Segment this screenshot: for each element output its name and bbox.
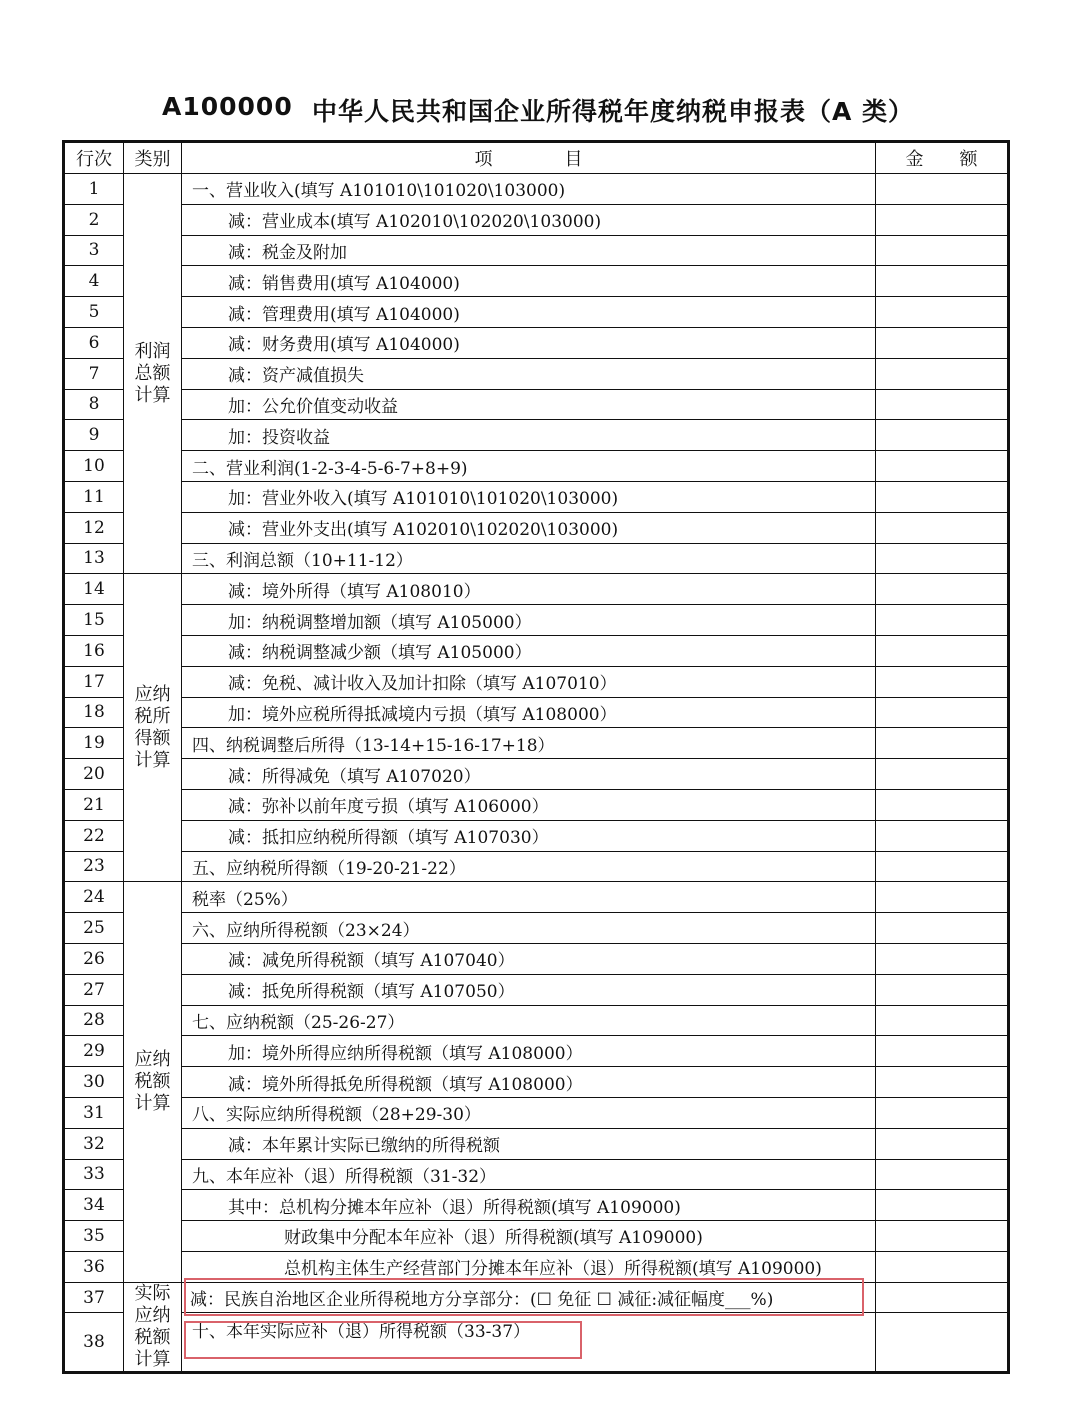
table-row	[64, 358, 1009, 389]
row-no: 14	[64, 574, 124, 605]
row-no: 2	[64, 204, 124, 235]
row-no: 9	[64, 420, 124, 451]
row-item: 九、本年应补（退）所得税额（31-32）	[182, 1159, 876, 1190]
amount-cell[interactable]	[876, 297, 1009, 328]
table-header	[64, 142, 1009, 174]
row-item: 减：管理费用(填写 A104000)	[182, 297, 876, 328]
row-item: 八、实际应纳所得税额（28+29-30）	[182, 1097, 876, 1128]
row-item: 总机构主体生产经营部门分摊本年应补（退）所得税额(填写 A109000)	[182, 1251, 876, 1282]
row-item: 减：纳税调整减少额（填写 A105000）	[182, 635, 876, 666]
row-item: 二、营业利润(1-2-3-4-5-6-7+8+9)	[182, 451, 876, 482]
table-row	[64, 174, 1009, 205]
table-row	[64, 1005, 1009, 1036]
amount-cell[interactable]	[876, 512, 1009, 543]
amount-cell[interactable]	[876, 266, 1009, 297]
row-no: 20	[64, 759, 124, 790]
row-item: 加：境外所得应纳所得税额（填写 A108000）	[182, 1036, 876, 1067]
row-no: 16	[64, 635, 124, 666]
amount-cell[interactable]	[876, 327, 1009, 358]
amount-cell[interactable]	[876, 943, 1009, 974]
category-label: 实际应纳税额计算	[134, 1283, 171, 1371]
amount-cell[interactable]	[876, 1097, 1009, 1128]
category-cell	[124, 574, 182, 882]
header-row-no: 行次	[64, 142, 124, 174]
row-no: 12	[64, 512, 124, 543]
row-item: 五、应纳税所得额（19-20-21-22）	[182, 851, 876, 882]
table-row	[64, 574, 1009, 605]
row-no: 21	[64, 789, 124, 820]
table-row	[64, 605, 1009, 636]
table-row	[64, 1190, 1009, 1221]
row-no: 24	[64, 882, 124, 913]
row-no: 37	[64, 1282, 124, 1313]
form-name: 中华人民共和国企业所得税年度纳税申报表（A 类）	[312, 97, 915, 126]
row-no: 35	[64, 1221, 124, 1252]
amount-cell[interactable]	[876, 574, 1009, 605]
row-item: 六、应纳所得税额（23×24）	[182, 913, 876, 944]
amount-cell[interactable]	[876, 204, 1009, 235]
table-row	[64, 789, 1009, 820]
form-code: A100000	[162, 92, 293, 121]
amount-cell[interactable]	[876, 913, 1009, 944]
row-item: 减：本年累计实际已缴纳的所得税额	[182, 1128, 876, 1159]
row-no: 25	[64, 913, 124, 944]
row-item-highlighted: 十、本年实际应补（退）所得税额（33-37）	[182, 1313, 876, 1373]
row-item: 财政集中分配本年应补（退）所得税额(填写 A109000)	[182, 1221, 876, 1252]
row-item: 减：境外所得抵免所得税额（填写 A108000）	[182, 1067, 876, 1098]
row-no: 34	[64, 1190, 124, 1221]
table-row	[64, 204, 1009, 235]
category-label: 利润总额计算	[134, 340, 171, 406]
row-item: 减：财务费用(填写 A104000)	[182, 327, 876, 358]
amount-cell[interactable]	[876, 1005, 1009, 1036]
table-row	[64, 543, 1009, 574]
amount-cell[interactable]	[876, 1190, 1009, 1221]
tax-return-table	[62, 140, 1010, 1374]
row-no: 22	[64, 820, 124, 851]
amount-cell[interactable]	[876, 1067, 1009, 1098]
amount-cell[interactable]	[876, 697, 1009, 728]
amount-cell[interactable]	[876, 974, 1009, 1005]
highlight-box-row-38	[184, 1321, 582, 1359]
table-row	[64, 728, 1009, 759]
row-item: 减：抵扣应纳税所得额（填写 A107030）	[182, 820, 876, 851]
amount-cell[interactable]	[876, 635, 1009, 666]
row-item: 减：销售费用(填写 A104000)	[182, 266, 876, 297]
row-no: 6	[64, 327, 124, 358]
row-no: 26	[64, 943, 124, 974]
table-row	[64, 235, 1009, 266]
header-amount: 金 额	[876, 142, 1009, 174]
row-item: 加：投资收益	[182, 420, 876, 451]
row-item: 减：所得减免（填写 A107020）	[182, 759, 876, 790]
table-row	[64, 851, 1009, 882]
row-no: 33	[64, 1159, 124, 1190]
form-title	[0, 92, 1080, 132]
row-no: 29	[64, 1036, 124, 1067]
category-cell	[124, 174, 182, 574]
table-row	[64, 635, 1009, 666]
table-row	[64, 697, 1009, 728]
table-row	[64, 1036, 1009, 1067]
amount-cell[interactable]	[876, 1221, 1009, 1252]
row-item: 其中：总机构分摊本年应补（退）所得税额(填写 A109000)	[182, 1190, 876, 1221]
row-item: 减：资产减值损失	[182, 358, 876, 389]
category-cell	[124, 1282, 182, 1373]
row-item: 减：抵免所得税额（填写 A107050）	[182, 974, 876, 1005]
row-no: 10	[64, 451, 124, 482]
row-no: 36	[64, 1251, 124, 1282]
category-cell	[124, 882, 182, 1282]
row-no: 19	[64, 728, 124, 759]
row-no: 4	[64, 266, 124, 297]
amount-cell[interactable]	[876, 759, 1009, 790]
amount-cell[interactable]	[876, 605, 1009, 636]
table-row	[64, 297, 1009, 328]
row-item: 加：境外应税所得抵减境内亏损（填写 A108000）	[182, 697, 876, 728]
row-item: 减：免税、减计收入及加计扣除（填写 A107010）	[182, 666, 876, 697]
amount-cell[interactable]	[876, 174, 1009, 205]
row-no: 17	[64, 666, 124, 697]
header-category: 类别	[124, 142, 182, 174]
row-no: 3	[64, 235, 124, 266]
row-no: 31	[64, 1097, 124, 1128]
row-item: 减：减免所得税额（填写 A107040）	[182, 943, 876, 974]
table-row	[64, 389, 1009, 420]
row-no: 28	[64, 1005, 124, 1036]
row-no: 30	[64, 1067, 124, 1098]
amount-cell[interactable]	[876, 851, 1009, 882]
row-no: 27	[64, 974, 124, 1005]
table-row	[64, 266, 1009, 297]
amount-cell[interactable]	[876, 1313, 1009, 1373]
row-item: 减：境外所得（填写 A108010）	[182, 574, 876, 605]
row-item: 减：税金及附加	[182, 235, 876, 266]
table-row	[64, 451, 1009, 482]
row-no: 38	[64, 1313, 124, 1373]
table-row	[64, 512, 1009, 543]
amount-cell[interactable]	[876, 1128, 1009, 1159]
amount-cell[interactable]	[876, 1251, 1009, 1282]
amount-cell[interactable]	[876, 882, 1009, 913]
row-item: 减：弥补以前年度亏损（填写 A106000）	[182, 789, 876, 820]
row-item: 加：纳税调整增加额（填写 A105000）	[182, 605, 876, 636]
category-label: 应纳税所得额计算	[134, 683, 171, 771]
amount-cell[interactable]	[876, 1159, 1009, 1190]
table-row	[64, 974, 1009, 1005]
row-no: 23	[64, 851, 124, 882]
amount-cell[interactable]	[876, 389, 1009, 420]
table-row	[64, 820, 1009, 851]
table-row	[64, 666, 1009, 697]
row-item: 一、营业收入(填写 A101010\101020\103000)	[182, 174, 876, 205]
amount-cell[interactable]	[876, 543, 1009, 574]
row-item: 减：营业成本(填写 A102010\102020\103000)	[182, 204, 876, 235]
amount-cell[interactable]	[876, 728, 1009, 759]
table-row	[64, 327, 1009, 358]
amount-cell[interactable]	[876, 820, 1009, 851]
highlight-box-row-37	[184, 1278, 864, 1316]
table-row	[64, 882, 1009, 913]
category-label: 应纳税额计算	[134, 1049, 171, 1114]
row-item: 减：营业外支出(填写 A102010\102020\103000)	[182, 512, 876, 543]
row-no: 1	[64, 174, 124, 205]
row-no: 11	[64, 481, 124, 512]
amount-cell[interactable]	[876, 451, 1009, 482]
row-no: 5	[64, 297, 124, 328]
table-row	[64, 1159, 1009, 1190]
row-item: 加：公允价值变动收益	[182, 389, 876, 420]
table-row	[64, 1128, 1009, 1159]
row-item: 七、应纳税额（25-26-27）	[182, 1005, 876, 1036]
row-no: 15	[64, 605, 124, 636]
amount-cell[interactable]	[876, 1036, 1009, 1067]
row-no: 18	[64, 697, 124, 728]
header-item: 项 目	[182, 142, 876, 174]
table-row	[64, 1097, 1009, 1128]
amount-cell[interactable]	[876, 235, 1009, 266]
table-row	[64, 913, 1009, 944]
table-row	[64, 420, 1009, 451]
amount-cell[interactable]	[876, 1282, 1009, 1313]
row-no: 8	[64, 389, 124, 420]
table-row	[64, 943, 1009, 974]
row-item: 三、利润总额（10+11-12）	[182, 543, 876, 574]
row-item: 税率（25%）	[182, 882, 876, 913]
amount-cell[interactable]	[876, 789, 1009, 820]
amount-cell[interactable]	[876, 666, 1009, 697]
table-row	[64, 481, 1009, 512]
amount-cell[interactable]	[876, 481, 1009, 512]
row-item-highlighted: 减：民族自治地区企业所得税地方分享部分：(☐ 免征 ☐ 减征:减征幅度___%)	[182, 1282, 876, 1313]
row-no: 7	[64, 358, 124, 389]
table-row	[64, 1221, 1009, 1252]
row-item: 加：营业外收入(填写 A101010\101020\103000)	[182, 481, 876, 512]
table-row	[64, 759, 1009, 790]
table-row	[64, 1067, 1009, 1098]
row-no: 13	[64, 543, 124, 574]
row-no: 32	[64, 1128, 124, 1159]
row-item: 四、纳税调整后所得（13-14+15-16-17+18）	[182, 728, 876, 759]
amount-cell[interactable]	[876, 420, 1009, 451]
amount-cell[interactable]	[876, 358, 1009, 389]
